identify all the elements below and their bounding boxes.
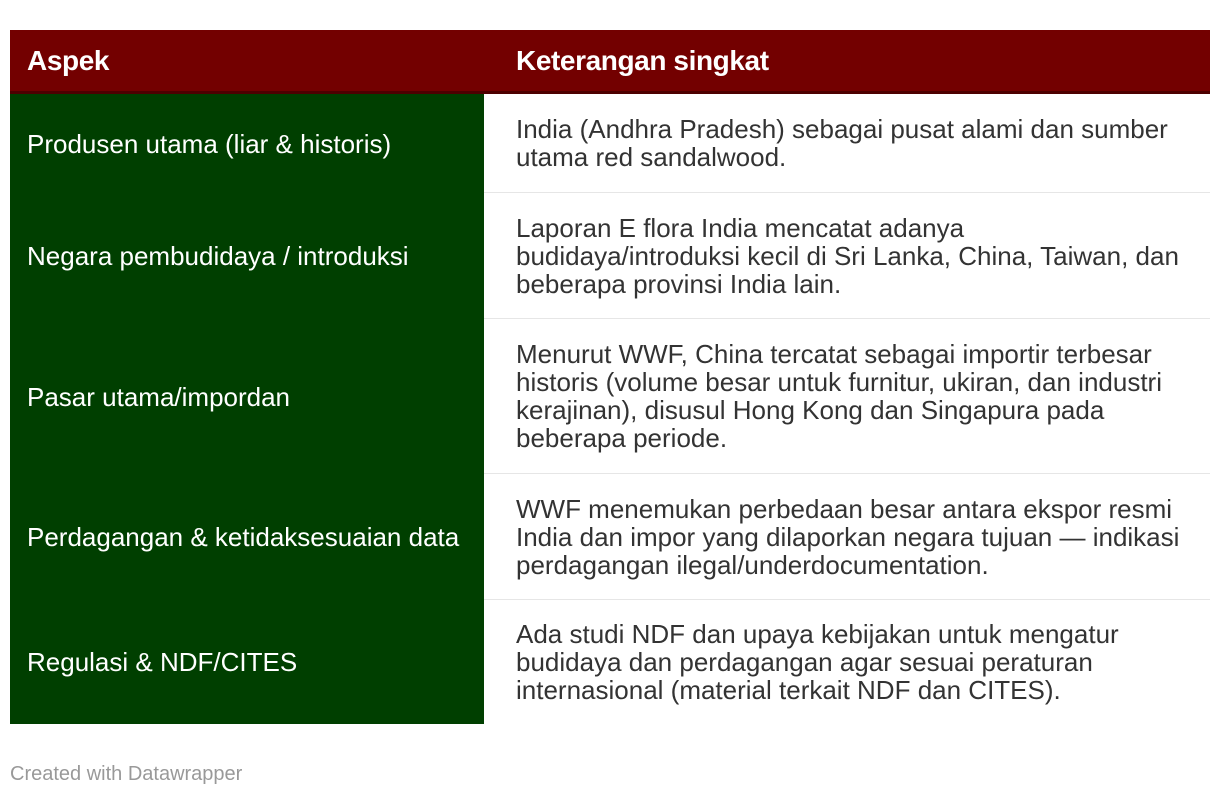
keterangan-cell: India (Andhra Pradesh) sebagai pusat alami dan sumber utama red sandalwood. <box>484 94 1210 193</box>
aspek-cell: Pasar utama/impordan <box>10 319 484 474</box>
table-row <box>10 474 1210 600</box>
keterangan-cell: Laporan E flora India mencatat adanya budidaya/introduksi kecil di Sri Lanka, China, Taiwan, dan beberapa provinsi India lain. <box>484 193 1210 319</box>
datawrapper-credit: Created with Datawrapper <box>10 763 243 785</box>
aspek-cell: Produsen utama (liar & historis) <box>10 94 484 193</box>
keterangan-cell: Ada studi NDF dan upaya kebijakan untuk mengatur budidaya dan perdagangan agar sesuai peraturan internasional (material terkait NDF dan CITES). <box>516 619 1119 705</box>
aspek-cell: Negara pembudidaya / introduksi <box>10 193 484 319</box>
table-row <box>10 600 1210 724</box>
keterangan-cell: Menurut WWF, China tercatat sebagai importir terbesar historis (volume besar untuk furnitur, ukiran, dan industri kerajinan), disusul Hong Kong dan Singapura pada beberapa periode. <box>484 319 1210 474</box>
aspek-cell: Perdagangan & ketidaksesuaian data <box>10 474 484 600</box>
header-keterangan: Keterangan singkat <box>516 44 769 76</box>
data-table <box>10 30 1210 724</box>
keterangan-cell: WWF menemukan perbedaan besar antara ekspor resmi India dan impor yang dilaporkan negara tujuan — indikasi perdagangan ilegal/underdocumentation. <box>484 474 1210 600</box>
table-row <box>10 94 1210 193</box>
header-aspek: Aspek <box>27 44 110 76</box>
table-row <box>10 193 1210 319</box>
aspek-cell: Regulasi & NDF/CITES <box>10 600 484 724</box>
table-header <box>10 30 1210 94</box>
table-row <box>10 319 1210 474</box>
